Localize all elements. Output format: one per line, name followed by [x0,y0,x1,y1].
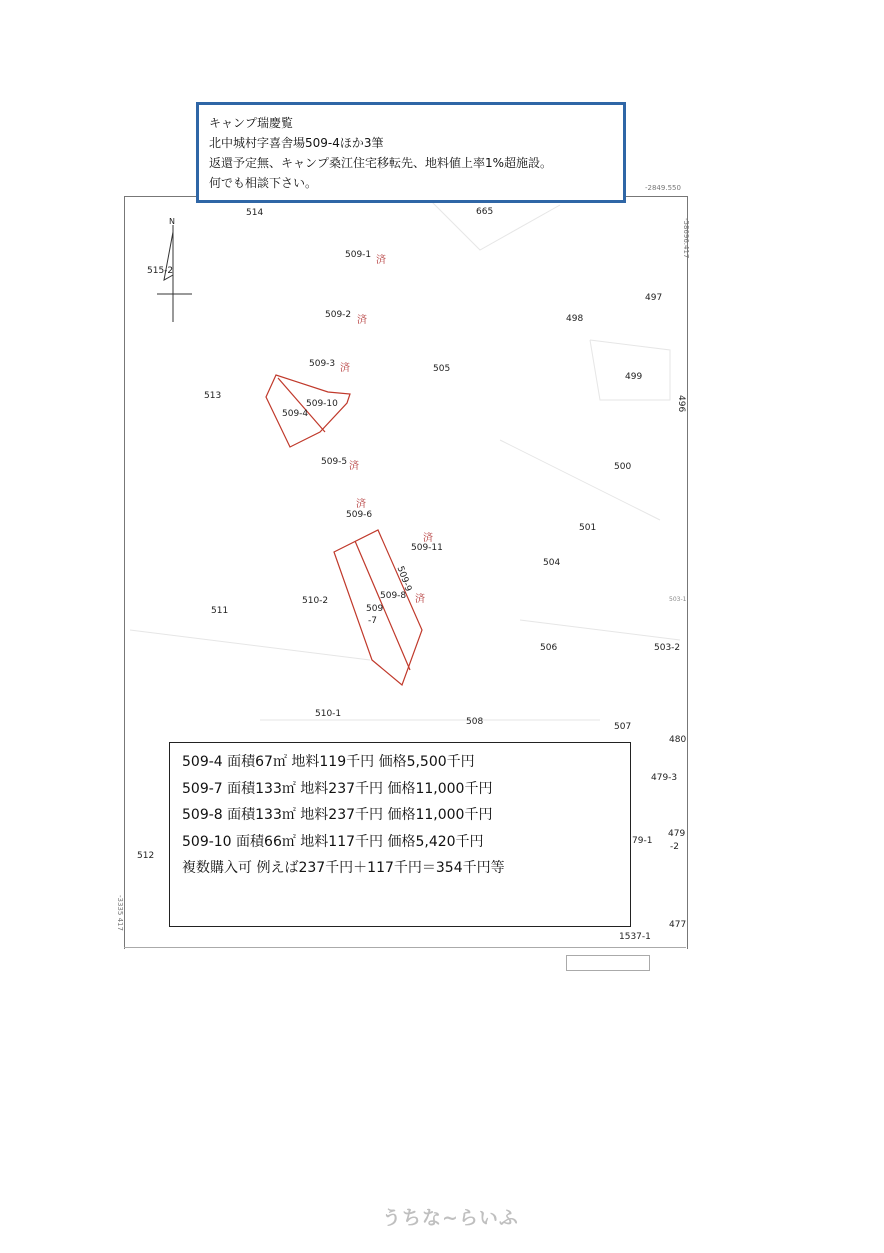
north-label: N [169,217,175,226]
info-row-509-4: 509-4 面積67㎡ 地料119千円 価格5,500千円 [182,754,475,770]
lot-499: 499 [625,372,643,382]
lot-511: 511 [211,606,229,616]
info-row-509-10: 509-10 面積66㎡ 地料117千円 価格5,420千円 [182,833,484,850]
lot-504: 504 [543,558,561,568]
info-row-509-7: 509-7 面積133㎡ 地料237千円 価格11,000千円 [182,780,493,797]
lot-506: 506 [540,643,558,653]
sold-mark: 済 [423,533,433,544]
sold-mark: 済 [340,363,350,374]
lot-505: 505 [433,364,451,374]
lot-477: 477 [669,920,687,930]
lot-512: 512 [137,851,155,861]
info-row-multiple-purchase: 複数購入可 例えば237千円＋117千円＝354千円等 [182,860,505,876]
header-location: 北中城村字喜舎場509-4ほか3筆 [209,136,384,150]
price-info-box [169,742,631,927]
lot-509-2: 509-2 [325,310,352,320]
lot-515-2: 515-2 [147,266,174,276]
lot-665: 665 [476,207,494,217]
lot-509-1: 509-1 [345,250,372,260]
info-row-509-8: 509-8 面積133㎡ 地料237千円 価格11,000千円 [182,807,493,823]
lot-509-8: 509-8 [380,591,407,601]
lot-510-1: 510-1 [315,709,342,719]
lot-509-10: 509-10 [306,399,338,409]
lot-497: 497 [645,293,663,303]
lot-509-7-bottom: -7 [368,616,377,626]
sold-mark: 済 [357,315,367,326]
lot-507: 507 [614,722,632,732]
edge-coordinate-left: -3335 417 [116,895,124,931]
lot-500: 500 [614,462,632,472]
lot-510-2: 510-2 [302,596,329,606]
edge-coordinate-top: -2849.550 [645,184,681,192]
sold-mark: 済 [356,499,366,510]
sold-mark: 済 [349,461,359,472]
header-note: 返還予定無、キャンプ桑江住宅移転先、地料値上率1%超施設。 [209,156,553,170]
edge-coordinate-right: -58696.417 [682,218,690,259]
lot-509-9: 509-9 [394,565,413,593]
lot-501: 501 [579,523,597,533]
lot-503-1: 503-1 [669,596,687,603]
lot-509-4: 509-4 [282,409,309,419]
lot-479-3: 479-3 [651,773,678,783]
lot-479-2-top: 479 [668,829,686,839]
header-title: キャンプ瑞慶覧 [209,116,294,130]
lot-509-6: 509-6 [346,510,373,520]
map-title-block [566,955,650,971]
sold-mark: 済 [376,255,386,266]
lot-480: 480 [669,735,687,745]
lot-496: 496 [676,395,686,413]
sold-mark: 済 [415,594,425,605]
lot-509-5: 509-5 [321,457,348,467]
lot-1537-1: 1537-1 [619,932,651,942]
map-bottom-border [124,947,686,948]
watermark-logo: うちな~らいふ [382,1207,519,1229]
lot-479-1: 79-1 [632,836,653,846]
lot-479-2-bottom: -2 [670,842,679,852]
lot-508: 508 [466,717,484,727]
lot-514: 514 [246,208,264,218]
lot-498: 498 [566,314,584,324]
header-box [196,102,626,203]
lot-513: 513 [204,391,222,401]
header-contact: 何でも相談下さい。 [209,176,318,190]
lot-509-3: 509-3 [309,359,336,369]
lot-509-11: 509-11 [411,543,443,553]
lot-503-2: 503-2 [654,643,681,653]
lot-509-7-top: 509 [366,604,384,614]
